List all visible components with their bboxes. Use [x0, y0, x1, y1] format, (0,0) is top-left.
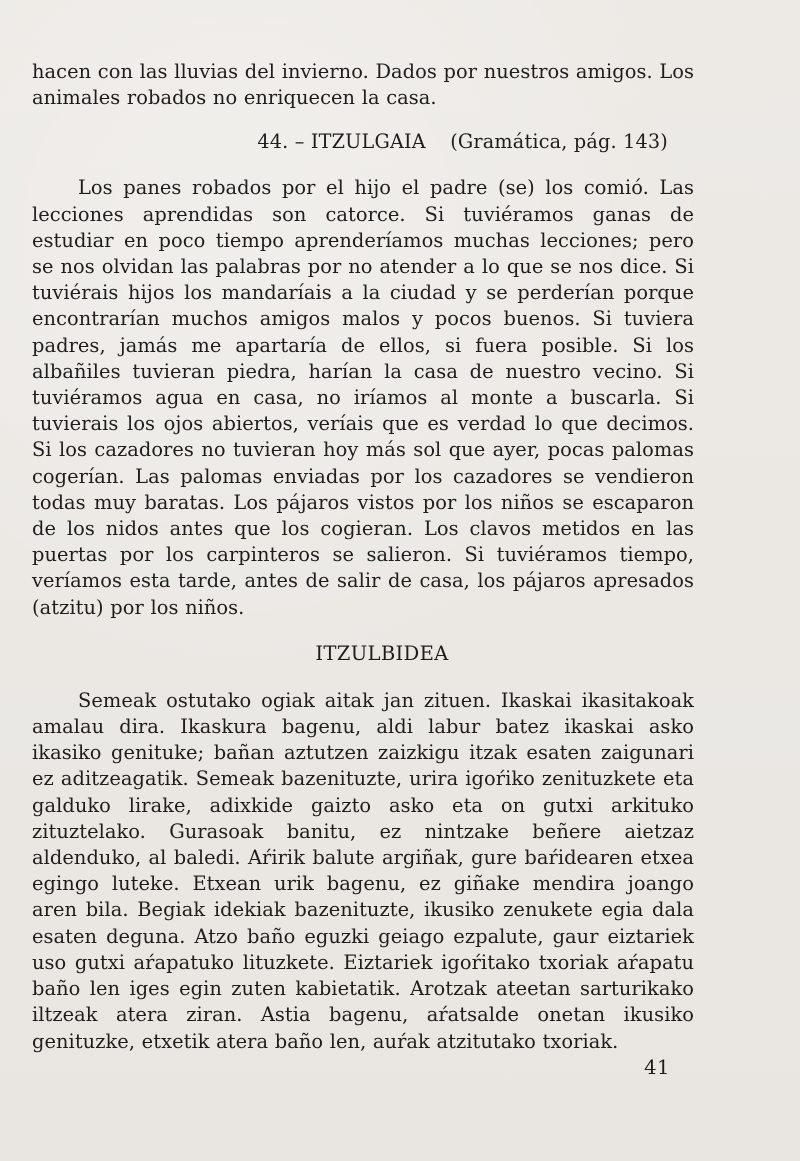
basque-translation-key: Semeak ostutako ogiak aitak jan zituen. Ikaskai ikasitakoak amalau dira. Ikaskura bagenu, aldi labur batez ikaskai asko ikasiko genituke; bañan aztutzen zaizkigu itzak esaten zaigunari ez aditzeagatik. Semeak bazenituzte, urira igoŕiko zenituzkete eta galduko lirake, adixkide gaizto asko eta on gutxi arkituko zituztelako. Gurasoak banitu, ez nintzake beñere aietzaz aldenduko, al baledi. Aŕirik balute argiñak, gure baŕidearen etxea egingo luteke. Etxean urik bagenu, ez giñake mendira joango aren bila. Begiak idekiak bazenituzte, ikusiko zenukete egia dala esaten deguna. Atzo baño eguzki geiago ezpalute, gaur eiztariek uso gutxi aŕapatuko lituzkete. Eiztariek igoŕitako txoriak aŕapatu baño len iges egin zuten kabietatik. Arotzak ateetan sarturikako iltzeak atera ziran. Astia bagenu, aŕatsalde onetan ikusiko genituzke, etxetik atera baño len, auŕak atzitutako txoriak.	[32, 688, 694, 1053]
opening-paragraph: hacen con las lluvias del invierno. Dados por nuestros amigos. Los animales robados no enriquecen la casa.	[32, 60, 694, 110]
section-heading-44	[32, 129, 694, 155]
itzulbidea-heading: ITZULBIDEA	[315, 641, 449, 665]
grammar-reference: (Gramática, pág. 143)	[450, 130, 668, 154]
page-content	[32, 59, 694, 1055]
page-number: 41	[644, 1056, 670, 1079]
section-number-title: 44. – ITZULGAIA	[257, 130, 426, 154]
spanish-translation-exercise: Los panes robados por el hijo el padre (se) los comió. Las lecciones aprendidas son catorce. Si tuviéramos ganas de estudiar en poco tiempo aprenderíamos muchas lecciones; pero se nos olvidan las palabras por no atender a lo que se nos dice. Si tuviérais hijos los mandaríais a la ciudad y se perderían porque encontrarían muchos amigos malos y pocos buenos. Si tuviera padres, jamás me apartaría de ellos, si fuera posible. Si los albañiles tuvieran piedra, harían la casa de nuestro vecino. Si tuviéramos agua en casa, no iríamos al monte a buscarla. Si tuvierais los ojos abiertos, veríais que es verdad lo que decimos. Si los cazadores no tuvieran hoy más sol que ayer, pocas palomas cogerían. Las palomas enviadas por los cazadores se vendieron todas muy baratas. Los pájaros vistos por los niños se escaparon de los nidos antes que los cogieran. Los clavos metidos en las puertas por los carpinteros se salieron. Si tuviéramos tiempo, veríamos esta tarde, antes de salir de casa, los pájaros apresados (atzitu) por los niños.	[32, 176, 694, 619]
